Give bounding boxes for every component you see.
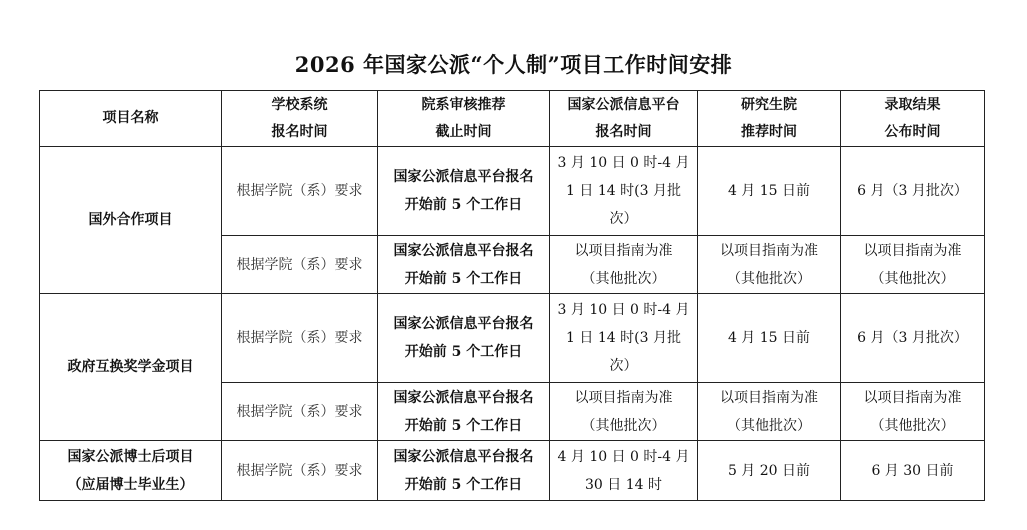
- dept-deadline-cell: 国家公派信息平台报名 开始前 5 个工作日: [378, 383, 550, 441]
- result-time-cell: 以项目指南为准 （其他批次）: [841, 236, 985, 294]
- header-school-registration: 学校系统 报名时间: [222, 91, 378, 147]
- table-row: [40, 294, 985, 383]
- dept-deadline-cell: 国家公派信息平台报名 开始前 5 个工作日: [378, 294, 550, 383]
- header-dept-deadline: 院系审核推荐 截止时间: [378, 91, 550, 147]
- platform-time-cell: 以项目指南为准 （其他批次）: [550, 383, 698, 441]
- result-time-cell: 6 月（3 月批次）: [841, 294, 985, 383]
- school-time-cell: 根据学院（系）要求: [222, 441, 378, 501]
- platform-time-cell: 4 月 10 日 0 时-4 月 30 日 14 时: [550, 441, 698, 501]
- grad-time-cell: 4 月 15 日前: [698, 294, 841, 383]
- project-name-postdoc: 国家公派博士后项目 （应届博士毕业生）: [40, 441, 222, 501]
- result-time-cell: 6 月 30 日前: [841, 441, 985, 501]
- school-time-cell: 根据学院（系）要求: [222, 147, 378, 236]
- result-time-cell: 以项目指南为准 （其他批次）: [841, 383, 985, 441]
- project-name-gov: 政府互换奖学金项目: [40, 294, 222, 441]
- grad-time-cell: 以项目指南为准 （其他批次）: [698, 383, 841, 441]
- schedule-table: [39, 90, 985, 501]
- grad-time-cell: 5 月 20 日前: [698, 441, 841, 501]
- table-row: [40, 147, 985, 236]
- header-result-publish: 录取结果 公布时间: [841, 91, 985, 147]
- table-header-row: [40, 91, 985, 147]
- project-name-foreign: 国外合作项目: [40, 147, 222, 294]
- dept-deadline-cell: 国家公派信息平台报名 开始前 5 个工作日: [378, 147, 550, 236]
- grad-time-cell: 以项目指南为准 （其他批次）: [698, 236, 841, 294]
- platform-time-cell: 3 月 10 日 0 时-4 月 1 日 14 时(3 月批 次）: [550, 294, 698, 383]
- grad-time-cell: 4 月 15 日前: [698, 147, 841, 236]
- dept-deadline-cell: 国家公派信息平台报名 开始前 5 个工作日: [378, 236, 550, 294]
- school-time-cell: 根据学院（系）要求: [222, 383, 378, 441]
- header-platform-registration: 国家公派信息平台 报名时间: [550, 91, 698, 147]
- header-grad-school: 研究生院 推荐时间: [698, 91, 841, 147]
- dept-deadline-cell: 国家公派信息平台报名 开始前 5 个工作日: [378, 441, 550, 501]
- school-time-cell: 根据学院（系）要求: [222, 294, 378, 383]
- school-time-cell: 根据学院（系）要求: [222, 236, 378, 294]
- platform-time-cell: 以项目指南为准 （其他批次）: [550, 236, 698, 294]
- table-row: [40, 441, 985, 501]
- page-title: 2026 年国家公派“个人制”项目工作时间安排: [294, 52, 733, 77]
- platform-time-cell: 3 月 10 日 0 时-4 月 1 日 14 时(3 月批 次）: [550, 147, 698, 236]
- result-time-cell: 6 月（3 月批次）: [841, 147, 985, 236]
- header-project-name: 项目名称: [40, 91, 222, 147]
